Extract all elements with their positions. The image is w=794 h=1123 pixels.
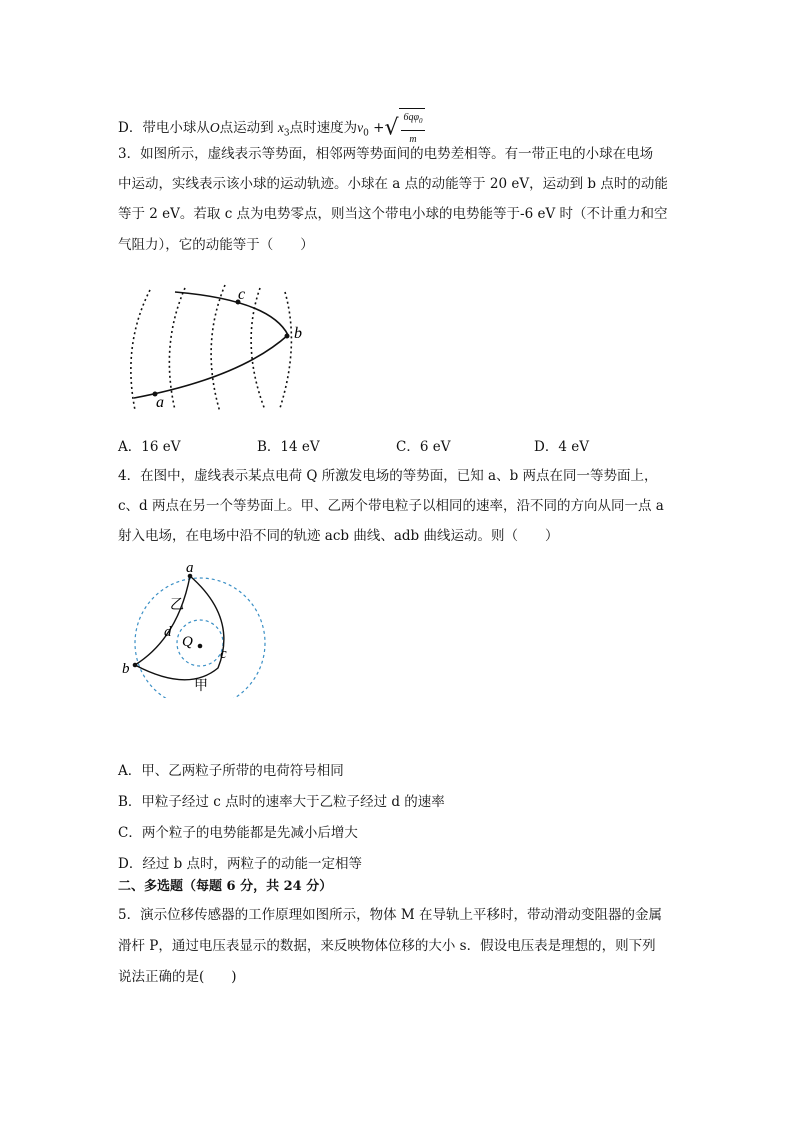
q4-figure (118, 558, 273, 698)
charge-Q (198, 644, 203, 649)
label-Q: Q (182, 634, 193, 650)
q3-option-c[interactable]: C．6 eV (396, 439, 451, 455)
label-a: a (156, 394, 164, 411)
q4-option-b[interactable]: B．甲粒子经过 c 点时的速率大于乙粒子经过 d 的速率 (118, 794, 445, 810)
label-c: c (220, 646, 227, 662)
q4-line-1: 4．在图中，虚线表示某点电荷 Q 所激发电场的等势面，已知 a、b 两点在同一等势面上， (118, 468, 658, 484)
q4-option-d[interactable]: D．经过 b 点时，两粒子的动能一定相等 (118, 856, 363, 872)
section-2-title: 二、多选题（每题 6 分，共 24 分） (118, 879, 333, 894)
q3-option-b[interactable]: B．14 eV (257, 439, 320, 455)
q4-line-3: 射入电场，在电场中沿不同的轨迹 acb 曲线、adb 曲线运动。则（ ） (118, 528, 559, 544)
q5-line-2: 滑杆 P，通过电压表显示的数据，来反映物体位移的大小 s．假设电压表是理想的，则下列 (118, 938, 656, 954)
q3-option-d[interactable]: D．4 eV (534, 439, 589, 455)
q2-option-d: D．带电小球从O点运动到 $x_3$点时速度为$v_0$ +√ $\frac{6q\varphi_0}{m}$ (118, 108, 425, 149)
q3-line-1: 3．如图所示，虚线表示等势面，相邻两等势面间的电势差相等。有一带正电的小球在电场 (118, 146, 654, 162)
point-b (133, 663, 138, 668)
q4-option-c[interactable]: C．两个粒子的电势能都是先减小后增大 (118, 825, 358, 841)
label-yi: 乙 (170, 597, 184, 613)
point-b (285, 334, 290, 339)
trajectory-acb (135, 576, 224, 680)
q3-line-3: 等于 2 eV。若取 c 点为电势零点，则当这个带电小球的电势能等于-6 eV 时（不计重力和空 (118, 206, 668, 222)
sqrt-formula: $\frac{6q\varphi_0}{m}$ (399, 108, 424, 149)
label-b: b (122, 661, 130, 677)
label-d: d (164, 624, 172, 640)
q5-line-1: 5．演示位移传感器的工作原理如图所示，物体 M 在导轨上平移时，带动滑动变阻器的金属 (118, 907, 662, 923)
q5-line-3: 说法正确的是( ) (118, 969, 237, 985)
q3-option-a[interactable]: A．16 eV (118, 439, 181, 455)
q3-figure (120, 280, 320, 415)
q3-line-2: 中运动，实线表示该小球的运动轨迹。小球在 a 点的动能等于 20 eV，运动到 b 点时的动能 (118, 176, 668, 192)
q3-line-4: 气阻力），它的动能等于（ ） (118, 237, 314, 253)
q4-option-a[interactable]: A．甲、乙两粒子所带的电荷符号相同 (118, 763, 344, 779)
label-a: a (186, 560, 194, 576)
q4-line-2: c、d 两点在另一个等势面上。甲、乙两个带电粒子以相同的速率，沿不同的方向从同一点 a (118, 498, 664, 514)
label-jia: 甲 (194, 678, 208, 694)
label-b: b (294, 325, 302, 342)
label-c: c (238, 286, 246, 303)
